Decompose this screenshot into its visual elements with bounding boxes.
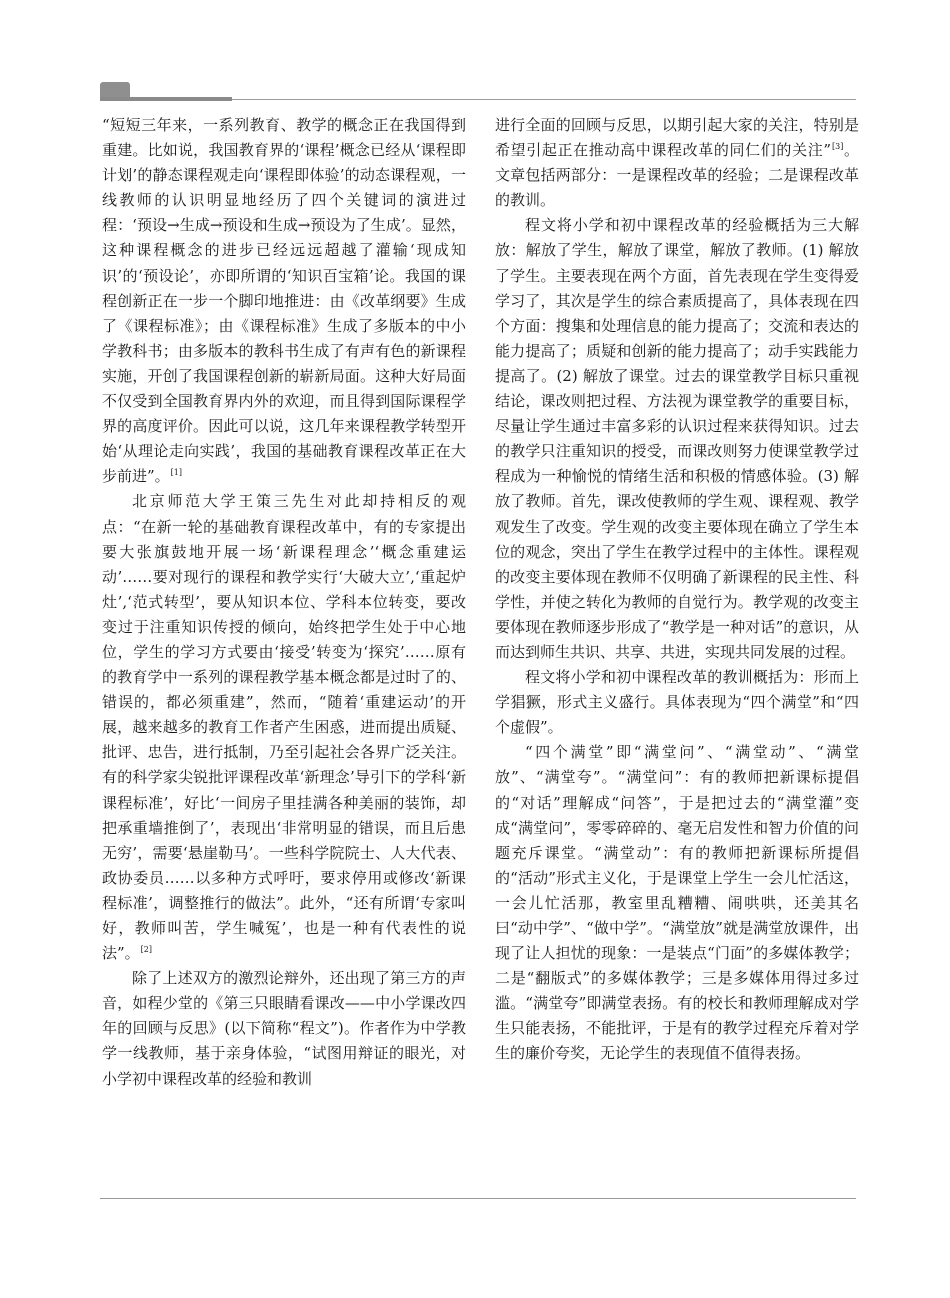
paragraph-5: 程文将小学和初中课程改革的教训概括为：形而上学猖獗，形式主义盛行。具体表现为“四个满堂”和“四个虚假”。 [495,668,859,737]
footnote-ref-2[interactable]: [2] [140,945,153,955]
footnote-ref-1[interactable]: [1] [170,468,183,478]
footnote-ref-3[interactable]: [3] [832,142,844,152]
paragraph-3: 除了上述双方的激烈论辩外，还出现了第三方的声音，如程少堂的《第三只眼睛看课改——中小学课改四年的回顾与反思》(以下简称“程文”)。作者作为中学教学一线教师，基于亲身体验，“试图用辩证的眼光，对小学初中课程改革的经验和教训 [102,969,466,1088]
paragraph-4: 程文将小学和初中课程改革的经验概括为三大解放：解放了学生，解放了课堂，解放了教师。(1) 解放了学生。主要表现在两个方面，首先表现在学生变得爱学习了，其次是学生的综合素质提高了，具体表现在四个方面：搜集和处理信息的能力提高了；交流和表达的能力提高了；质疑和创新的能力提高了；动手实践能力提高了。(2) 解放了课堂。过去的课堂教学目标只重视结论，课改则把过程、方法视为课堂教学的重要目标，尽量让学生通过丰富多彩的认识过程来获得知识。过去的教学只注重知识的授受，而课改则努力使课堂教学过程成为一种愉悦的情绪生活和积极的情感体验。(3) 解放了教师。首先，课改使教师的学生观、课程观、教学观发生了改变。学生观的改变主要体现在确立了学生本位的观念，突出了学生在教学过程中的主体性。课程观的改变主要体现在教师不仅明确了新课程的民主性、科学性，并使之转化为教师的自觉行为。教学观的改变主要体现在教师逐步形成了“教学是一种对话”的意识，从而达到师生共识、共享、共进，实现共同发展的过程。 [495,216,859,661]
header-logo-mark [100,82,130,98]
paragraph-3-continued: 进行全面的回顾与反思，以期引起大家的关注，特别是希望引起正在推动高中课程改革的同仁们的关注”[3]。文章包括两部分：一是课程改革的经验；二是课程改革的教训。 [495,116,859,210]
paragraph-2: 北京师范大学王策三先生对此却持相反的观点：“在新一轮的基础教育课程改革中，有的专家提出要大张旗鼓地开展一场‘新课程理念’‘概念重建运动’……要对现行的课程和教学实行‘大破大立’,‘重起炉灶’,‘范式转型’，要从知识本位、学科本位转变，要改变过于注重知识传授的倾向，始终把学生处于中心地位，学生的学习方式要由‘接受’转变为‘探究’……原有的教育学中一系列的课程教学基本概念都是过时了的、错误的，都必须重建”，然而，“随着‘重建运动’的开展，越来越多的教育工作者产生困惑，进而提出质疑、批评、忠告，进行抵制，乃至引起社会各界广泛关注。有的科学家尖锐批评课程改革‘新理念’导引下的学科‘新课程标准’，好比‘一间房子里挂满各种美丽的装饰，却把承重墙推倒了’，表现出‘非常明显的错误，而且后患无穷’，需要‘悬崖勒马’。一些科学院院士、人大代表、政协委员……以多种方式呼吁，要求停用或修改‘新课程标准’，调整推行的做法”。此外，“还有所谓‘专家叫好，教师叫苦，学生喊冤’，也是一种有代表性的说法”。[2] [102,492,466,963]
paragraph-1: “短短三年来，一系列教育、教学的概念正在我国得到重建。比如说，我国教育界的‘课程’概念已经从‘课程即计划’的静态课程观走向‘课程即体验’的动态课程观，一线教师的认识明显地经历了四个关键词的演进过程：‘预设→生成→预设和生成→预设为了生成’。显然，这种课程概念的进步已经远远超越了灌输‘现成知识’的‘预设论’，亦即所谓的‘知识百宝箱’论。我国的课程创新正在一步一个脚印地推进：由《改革纲要》生成了《课程标准》；由《课程标准》生成了多版本的中小学教科书；由多版本的教科书生成了有声有色的新课程实施，开创了我国课程创新的崭新局面。这种大好局面不仅受到全国教育界内外的欢迎，而且得到国际课程学界的高度评价。因此可以说，这几年来课程教学转型开始‘从理论走向实践’，我国的基础教育课程改革正在大步前进”。[1] [102,116,466,486]
header-rule [232,99,856,100]
footer-rule [100,1198,856,1199]
paragraph-6: “四个满堂”即“满堂问”、“满堂动”、“满堂放”、“满堂夸”。“满堂问”：有的教师把新课标提倡的“对话”理解成“问答”，于是把过去的“满堂灌”变成“满堂问”，零零碎碎的、毫无启发性和智力价值的问题充斥课堂。“满堂动”：有的教师把新课标所提倡的“活动”形式主义化，于是课堂上学生一会儿忙活这，一会儿忙活那，教室里乱糟糟、闹哄哄，还美其名曰“动中学”、“做中学”。“满堂放”就是满堂放课件，出现了让人担忧的现象：一是装点“门面”的多媒体教学；二是“翻版式”的多媒体教学；三是多媒体用得过多过滥。“满堂夸”即满堂表扬。有的校长和教师理解成对学生只能表扬，不能批评，于是有的教学过程充斥着对学生的廉价夸奖，无论学生的表现值不值得表扬。 [495,743,859,1063]
left-column [102,113,466,1092]
right-column [495,113,859,1067]
header-rule-accent [100,97,232,101]
